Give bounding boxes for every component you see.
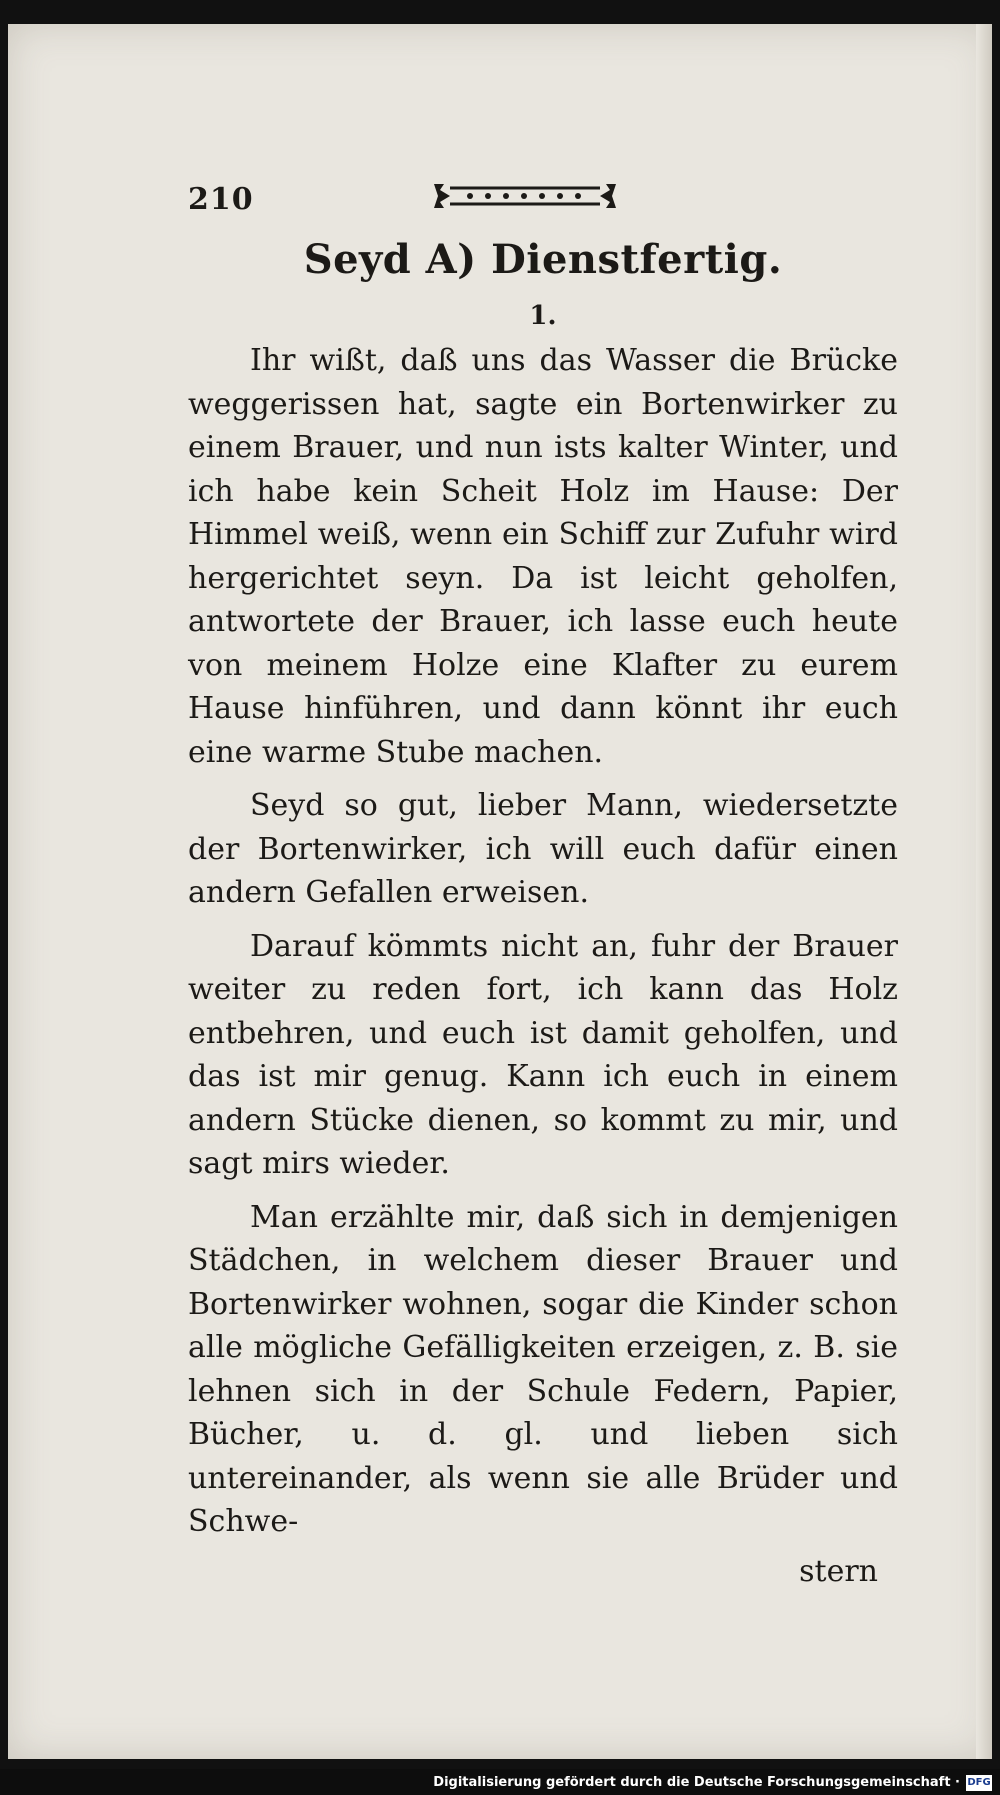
paragraph-4: Man erzählte mir, daß sich in demjenigen Städchen, in welchem dieser Brauer und Bortenwirker wohnen, sogar die Kinder schon alle mögliche Gefälligkeiten erzeigen, z. B. sie lehnen sich in der Schule Federn, Papier, Bücher, u. d. gl. und lieben sich untereinander, als wenn sie alle Brüder und Schwe- xyxy=(188,1199,898,1539)
page-title: Seyd A) Dienstfertig. xyxy=(303,236,783,283)
page-header xyxy=(188,164,898,217)
paragraph-2: Seyd so gut, lieber Mann, wiedersetzte der Bortenwirker, ich will euch dafür einen andern Gefallen erweisen. xyxy=(188,788,898,910)
catchword: stern xyxy=(799,1553,878,1589)
section-number: 1. xyxy=(529,301,557,331)
paragraph-3: Darauf kömmts nicht an, fuhr der Brauer weiter zu reden fort, ich kann das Holz entbehren, und euch ist damit geholfen, und das ist mir genug. Kann ich euch in einem andern Stücke dienen, so kommt zu mir, und sagt mirs wieder. xyxy=(188,928,898,1181)
paragraph-1: Ihr wißt, daß uns das Wasser die Brücke weggerissen hat, sagte ein Bortenwirker zu einem Brauer, und nun ists kalter Winter, und ich habe kein Scheit Holz im Hause: Der Himmel weiß, wenn ein Schiff zur Zufuhr wird hergerichtet seyn. Da ist leicht geholfen, antwortete der Brauer, ich lasse euch heute von meinem Holze eine Klafter zu eurem Hause hinführen, und dann könnt ihr euch eine warme Stube machen. xyxy=(188,343,898,770)
page-number: 210 xyxy=(188,182,254,217)
ornament-icon xyxy=(430,176,620,216)
page-content xyxy=(188,164,898,1589)
dfg-logo[interactable]: DFG xyxy=(966,1775,992,1791)
digitization-credit: Digitalisierung gefördert durch die Deutsche Forschungsgemeinschaft · xyxy=(433,1775,960,1790)
footer-bar xyxy=(0,1769,1000,1795)
book-page xyxy=(8,24,992,1759)
page-gutter xyxy=(976,24,992,1759)
